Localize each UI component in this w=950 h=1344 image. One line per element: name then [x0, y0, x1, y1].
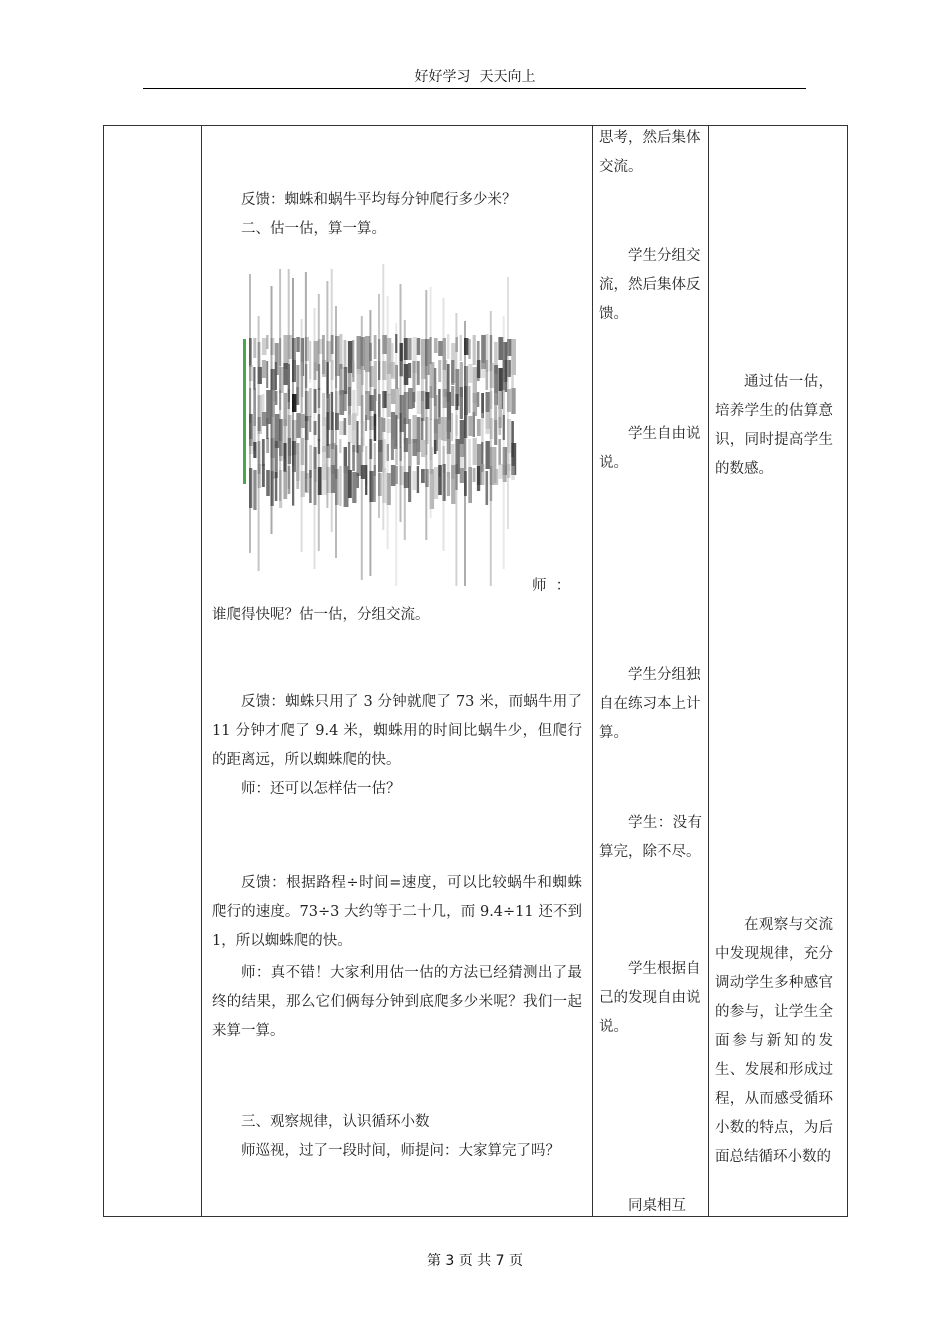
- blur-stripe: [266, 418, 268, 439]
- student-not-finished: 学生：没有算完，除不尽。: [599, 815, 702, 860]
- blur-stripe-tall: [301, 319, 303, 552]
- blur-stripe: [283, 363, 288, 385]
- blur-stripe: [262, 360, 266, 378]
- blur-stripe-tall: [455, 313, 457, 586]
- blur-stripe-tall: [425, 290, 427, 540]
- blur-stripe-tall: [507, 277, 509, 529]
- section-observe-heading: 三、观察规律，认识循环小数: [241, 1114, 430, 1130]
- problem-image: [243, 244, 533, 586]
- page-header: 好好学习 天天向上: [414, 69, 536, 85]
- blur-stripe: [296, 387, 298, 405]
- column-teacher-activity: [202, 126, 593, 1217]
- blur-stripe: [421, 418, 423, 441]
- blur-stripe: [477, 392, 479, 407]
- image-green-edge: [243, 339, 246, 484]
- blur-stripe-tall: [443, 298, 445, 551]
- blur-stripe: [309, 416, 311, 432]
- blur-stripe: [262, 464, 265, 487]
- blur-stripe: [498, 337, 503, 360]
- blur-stripe: [275, 362, 277, 390]
- column-1-empty: [104, 126, 202, 1217]
- blur-stripe: [473, 335, 476, 365]
- column-design-intent: [709, 126, 848, 1217]
- blur-stripe-tall: [249, 274, 251, 553]
- blur-stripe: [352, 472, 356, 503]
- blur-stripe: [438, 465, 442, 495]
- blur-stripe: [344, 340, 347, 369]
- blur-stripe: [348, 470, 352, 498]
- blur-stripe: [421, 440, 425, 457]
- blur-stripe: [408, 363, 411, 378]
- student-group-exchange: 学生分组交流，然后集体反馈。: [599, 248, 701, 322]
- blurred-problem-image: [243, 244, 533, 586]
- blur-stripe: [283, 443, 286, 472]
- blur-stripe: [468, 386, 470, 413]
- blur-stripe: [451, 413, 453, 441]
- blur-stripe-tall: [490, 311, 492, 586]
- blur-stripe: [460, 468, 465, 483]
- blur-stripe: [283, 471, 287, 499]
- blur-stripe: [486, 471, 489, 505]
- blur-stripe: [412, 415, 416, 443]
- blur-stripe: [339, 421, 344, 435]
- blur-stripe: [447, 439, 450, 477]
- blur-stripe: [460, 387, 463, 419]
- blur-stripe: [339, 390, 344, 415]
- teacher-question-who-faster: 谁爬得快呢？估一估，分组交流。: [212, 607, 430, 623]
- blur-stripe: [374, 465, 376, 502]
- blur-stripe-tall: [292, 278, 294, 505]
- column-student-activity: [593, 126, 709, 1217]
- blur-stripe: [348, 442, 350, 471]
- blur-stripe-tall: [382, 264, 384, 530]
- blur-stripe: [339, 334, 342, 369]
- blur-stripe: [438, 341, 443, 356]
- blur-stripe: [473, 412, 475, 437]
- blur-stripe: [253, 470, 256, 510]
- blur-stripe: [511, 466, 515, 480]
- blur-stripe: [344, 391, 347, 411]
- blur-stripe: [511, 388, 515, 414]
- blur-stripe: [477, 466, 480, 491]
- blur-stripe: [494, 420, 497, 445]
- student-calculate: 学生分组独自在练习本上计算。: [599, 667, 701, 741]
- intent-estimation: 通过估一估，培养学生的估算意识，同时提高学生的数感。: [715, 374, 833, 477]
- blur-stripe: [468, 439, 471, 467]
- blur-stripe: [438, 417, 443, 440]
- blur-stripe: [417, 361, 420, 385]
- page-footer: 第 3 页 共 7 页: [426, 1253, 524, 1269]
- blur-stripe: [451, 386, 454, 406]
- blur-stripe: [408, 388, 413, 409]
- blur-stripe: [486, 441, 490, 469]
- blur-stripe-tall: [258, 316, 260, 571]
- blur-stripe-tall: [305, 272, 307, 492]
- blur-stripe: [473, 438, 477, 465]
- blur-stripe-tall: [430, 287, 432, 518]
- blur-stripe: [262, 338, 267, 355]
- blur-stripe: [481, 363, 485, 378]
- blur-stripe: [357, 445, 362, 476]
- blur-stripe: [348, 415, 353, 443]
- blur-stripe: [477, 419, 481, 436]
- blur-stripe: [417, 338, 421, 355]
- blur-stripe: [486, 412, 490, 434]
- teacher-praise: 师：真不错！大家利用估一估的方法已经猜测出了最终的结果，那么它们俩每分钟到底爬多少米呢？我们一起来算一算。: [212, 965, 582, 1039]
- blur-stripe: [275, 472, 278, 501]
- blur-stripe: [408, 466, 411, 502]
- blur-stripe: [486, 360, 489, 390]
- blur-stripe: [391, 389, 396, 404]
- blur-stripe: [296, 468, 299, 489]
- blur-stripe: [344, 367, 348, 394]
- blur-stripe: [494, 393, 497, 420]
- blur-stripe: [438, 360, 441, 382]
- blur-stripe: [374, 414, 377, 441]
- blur-stripe: [322, 464, 327, 495]
- blur-stripe: [275, 391, 278, 405]
- blur-stripe: [468, 364, 472, 383]
- blur-stripe: [339, 439, 341, 453]
- blur-stripe: [447, 334, 450, 359]
- blur-stripe-tall: [369, 310, 371, 576]
- blur-stripe: [339, 466, 341, 506]
- lesson-table: [103, 125, 848, 1217]
- blur-stripe-tall: [404, 320, 406, 540]
- blur-stripe: [460, 335, 462, 361]
- blur-stripe-tall: [318, 294, 320, 551]
- blur-stripe: [365, 465, 367, 495]
- blur-stripe: [266, 361, 268, 388]
- blur-stripe: [417, 391, 422, 414]
- blur-stripe: [365, 360, 368, 394]
- teacher-ask-other-estimate: 师：还可以怎样估一估？: [241, 781, 401, 797]
- blur-stripe: [434, 338, 438, 353]
- blur-stripe: [417, 439, 420, 465]
- blur-stripe: [253, 367, 255, 390]
- blur-stripe: [253, 442, 256, 458]
- blur-stripe: [266, 470, 270, 496]
- blur-stripe: [391, 439, 394, 460]
- blur-stripe: [408, 338, 412, 360]
- feedback-spider-faster: 反馈：蜘蛛只用了 3 分钟就爬了 73 米，而蜗牛用了 11 分钟才爬了 9.4 米，蜘蛛用的时间比蜗牛少，但爬行的距离远，所以蜘蛛爬的快。: [212, 694, 582, 768]
- header-rule: [143, 88, 806, 89]
- blur-stripe: [266, 438, 269, 453]
- blur-stripe: [253, 338, 256, 358]
- feedback-speed-formula: 反馈：根据路程÷时间=速度，可以比较蜗牛和蜘蛛爬行的速度。73÷3 大约等于二十几，而 9.4÷11 还不到 1，所以蜘蛛爬的快。: [212, 875, 582, 949]
- blur-stripe: [344, 418, 347, 435]
- blur-stripe: [477, 360, 481, 378]
- blur-stripe: [352, 445, 355, 471]
- blur-stripe: [468, 467, 472, 503]
- blur-stripe: [434, 440, 437, 454]
- blur-stripe-tall: [271, 286, 273, 534]
- student-think: 思考，然后集体交流。: [599, 130, 701, 175]
- blur-stripe: [262, 439, 265, 466]
- student-pairs: 同桌相互: [628, 1198, 686, 1214]
- blur-stripe-tall: [503, 316, 505, 569]
- blur-stripe: [412, 439, 417, 456]
- blur-stripe: [262, 394, 265, 414]
- blur-stripe-tall: [288, 269, 290, 489]
- blur-stripe: [417, 466, 419, 493]
- feedback-average-speed: 反馈：蜘蛛和蜗牛平均每分钟爬行多少米？: [241, 192, 517, 208]
- blur-stripe: [498, 439, 501, 465]
- blur-stripe: [451, 465, 455, 504]
- blur-stripe: [498, 417, 501, 435]
- blur-stripe: [451, 360, 454, 385]
- blur-stripe: [498, 464, 503, 479]
- blur-stripe-tall: [314, 308, 316, 569]
- blur-stripe: [296, 413, 301, 438]
- blur-stripe-tall: [378, 294, 380, 518]
- blur-stripe: [481, 464, 484, 485]
- blur-stripe: [494, 469, 498, 485]
- blur-stripe: [352, 361, 354, 382]
- blur-stripe: [296, 337, 300, 352]
- student-free-talk: 学生自由说说。: [599, 426, 701, 471]
- blur-stripe-tall: [400, 284, 402, 522]
- blur-stripe: [309, 388, 311, 417]
- blur-stripe: [412, 392, 415, 408]
- teacher-patrol-question: 师巡视，过了一段时间，师提问：大家算完了吗？: [241, 1143, 560, 1159]
- teacher-label: 师 ：: [532, 578, 571, 594]
- blur-stripe: [266, 335, 268, 349]
- blur-stripe-tall: [395, 323, 397, 586]
- blur-stripe: [421, 391, 425, 421]
- blur-stripe-tall: [387, 296, 389, 549]
- blur-stripe: [468, 339, 470, 359]
- blur-stripe: [421, 469, 425, 483]
- blur-stripe: [473, 468, 476, 482]
- blur-stripe: [357, 388, 359, 416]
- student-discover: 学生根据自己的发现自由说说。: [599, 961, 701, 1035]
- section-estimate-heading: 二、估一估，算一算。: [241, 221, 386, 237]
- blur-stripe: [468, 416, 472, 436]
- blur-stripe: [357, 336, 362, 374]
- blur-stripe: [391, 465, 396, 486]
- blur-stripe-tall: [326, 281, 328, 508]
- blur-stripe: [322, 360, 326, 377]
- blur-stripe: [412, 471, 416, 490]
- blur-stripe-tall: [361, 316, 363, 580]
- blur-stripe-tall: [335, 306, 337, 558]
- blur-stripe-tall: [331, 269, 333, 532]
- blur-stripe: [391, 362, 395, 379]
- blur-stripe-tall: [279, 269, 281, 501]
- blur-stripe: [511, 363, 513, 388]
- blur-stripe: [434, 467, 438, 499]
- blur-stripe: [357, 473, 360, 488]
- blur-stripe: [262, 412, 267, 426]
- blur-stripe: [344, 466, 349, 507]
- blur-stripe: [408, 439, 412, 466]
- blur-stripe: [365, 415, 367, 431]
- blur-stripe: [447, 472, 450, 496]
- blur-stripe: [374, 335, 377, 359]
- intent-observe-pattern: 在观察与交流中发现规律，充分调动学生多种感官的参与，让学生全面参与新知的发生、发展和形成过程，从而感受循环小数的特点，为后面总结循环小数的: [715, 917, 833, 1165]
- blur-stripe: [309, 361, 311, 383]
- blur-stripe-tall: [464, 321, 466, 586]
- blur-stripe: [309, 470, 311, 503]
